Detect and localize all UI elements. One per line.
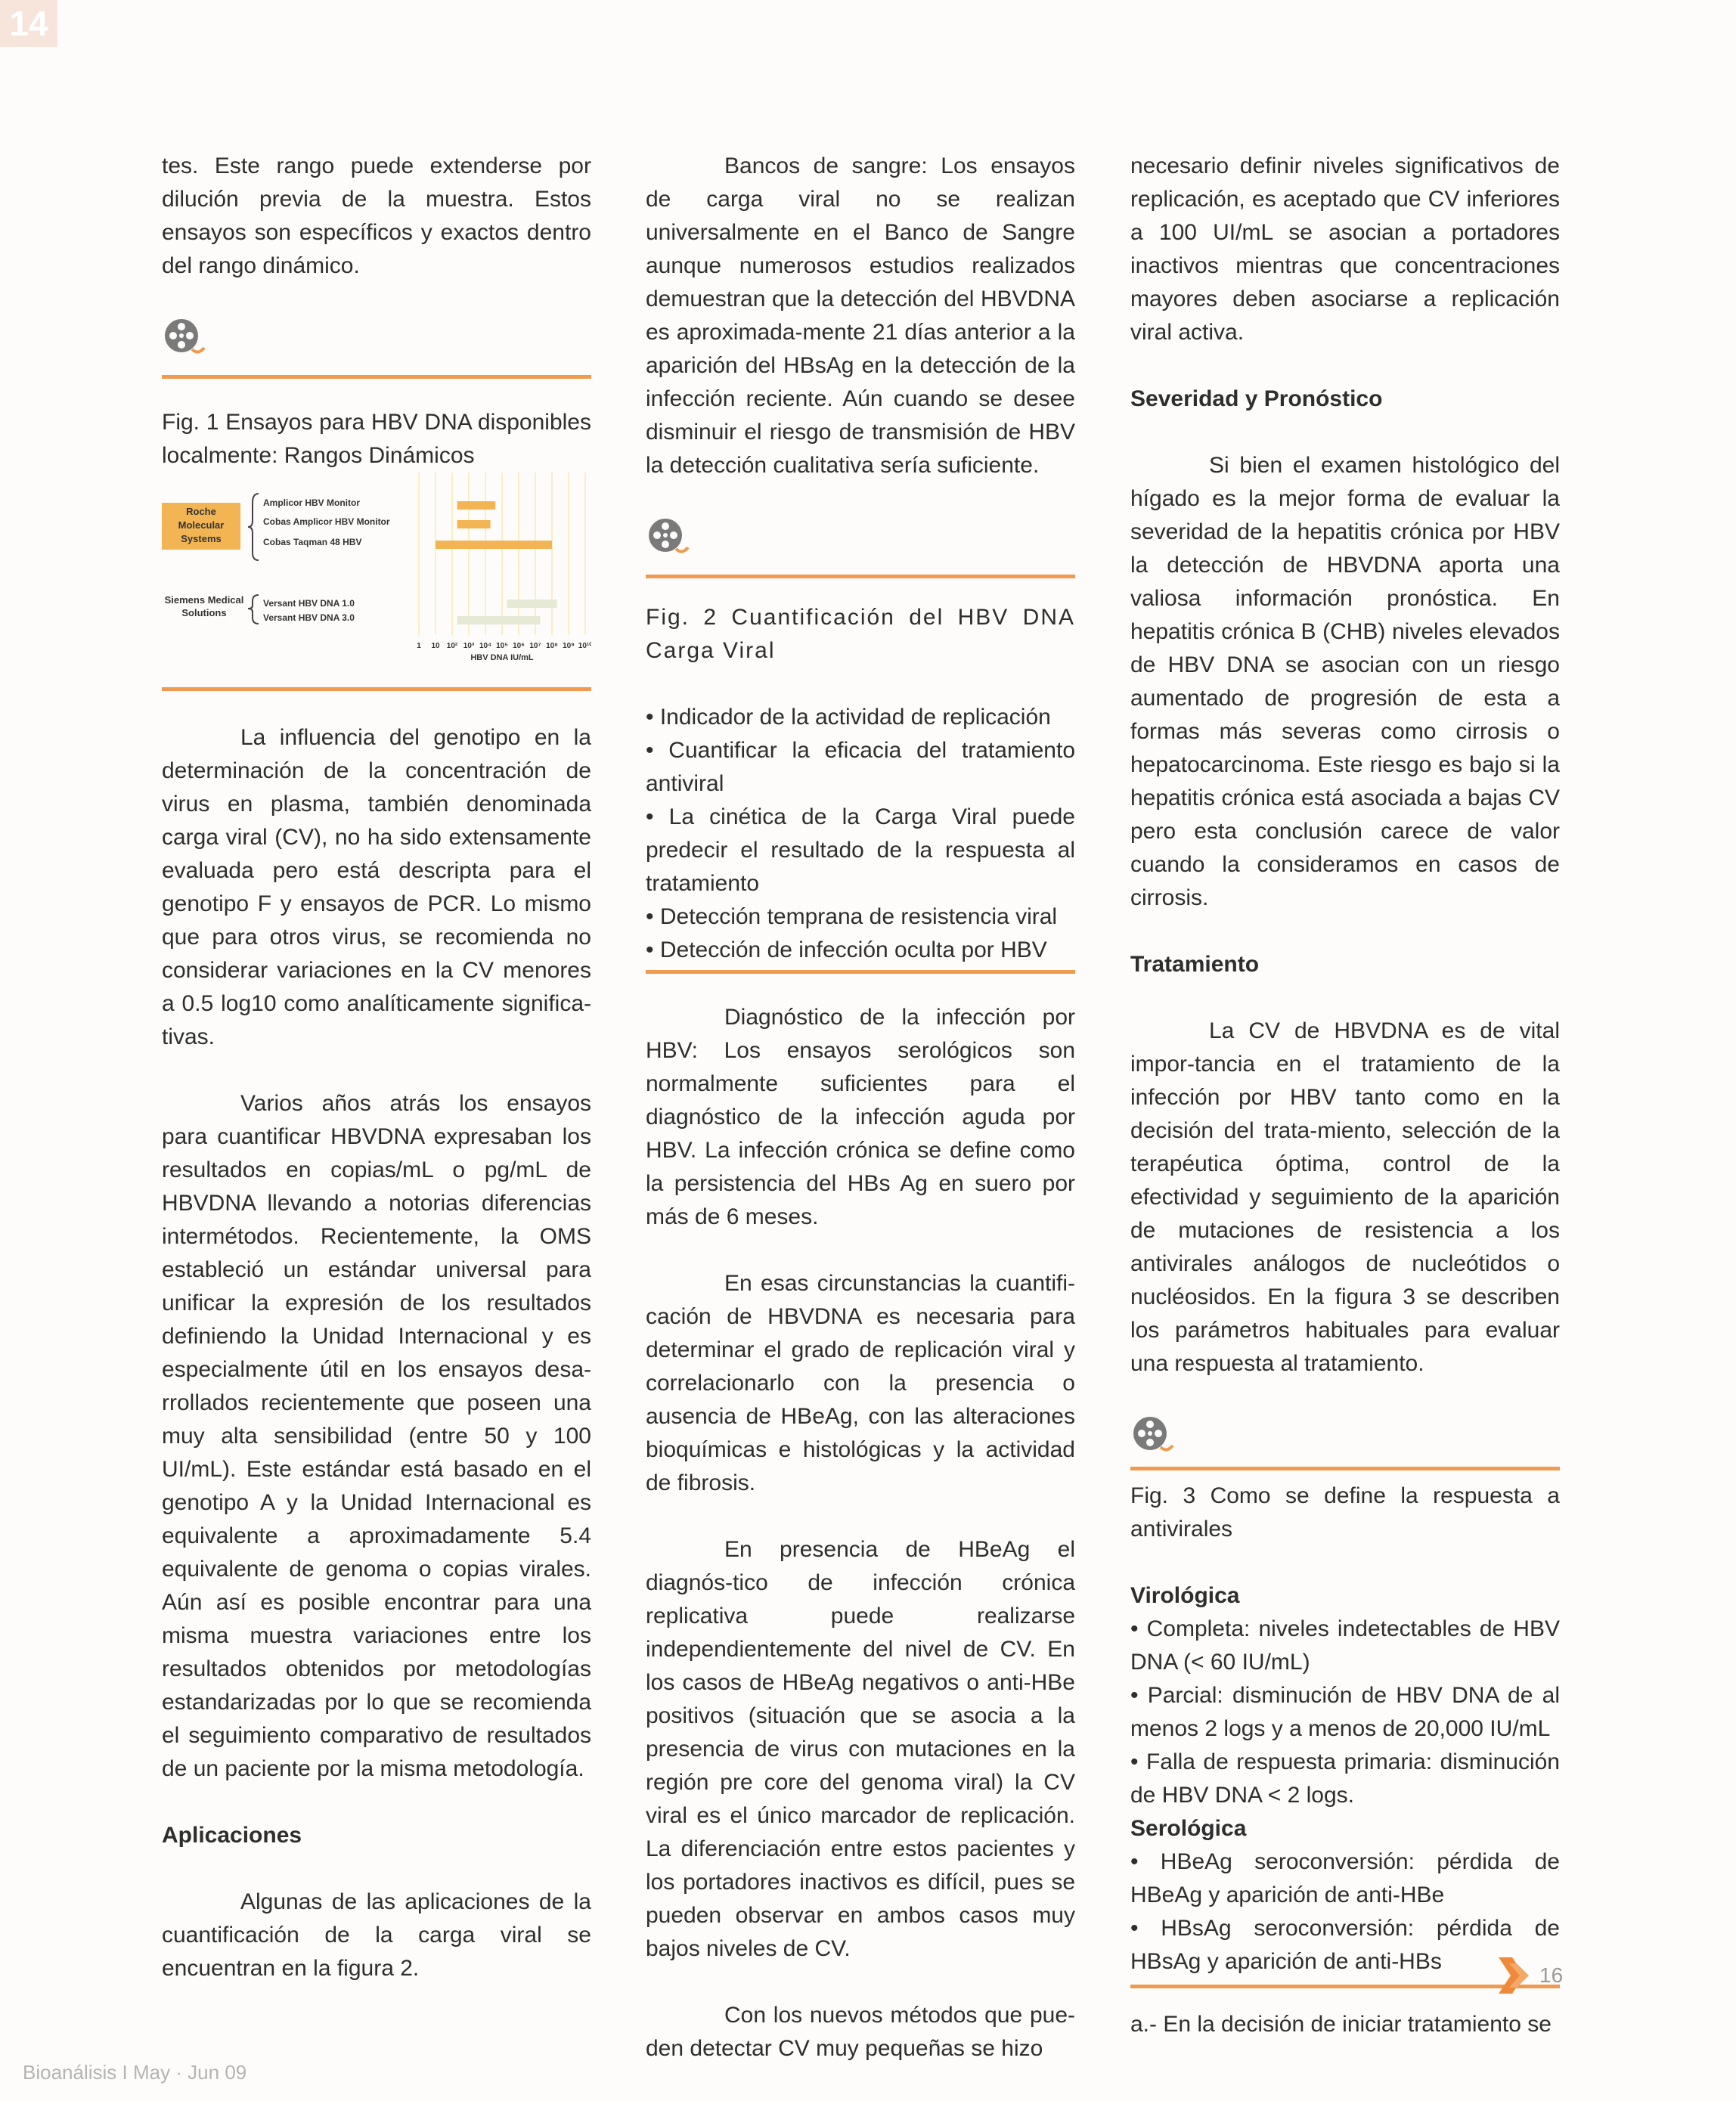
list-item: • Falla de respuesta primaria: disminución de HBV DNA < 2 logs. bbox=[1130, 1749, 1560, 1808]
section-heading: Aplicaciones bbox=[162, 1823, 302, 1848]
list-item: • La cinética de la Carga Viral puede predecir el resultado de la respuesta al tratamiento bbox=[646, 804, 1075, 896]
chevron-right-icon bbox=[1499, 1957, 1533, 1994]
list-item: • Detección de infección oculta por HBV bbox=[646, 937, 1047, 962]
footer: Bioanálisis I May · Jun 09 bbox=[23, 2061, 247, 2084]
x-tick-label: 10⁴ bbox=[479, 642, 492, 650]
paragraph: Varios años atrás los ensayos para cuantificar HBVDNA expresaban los resultados en copias/mL o pg/mL de HBVDNA llevando a notorias diferencias intermétodos. Recientemente, la OMS estableció un estándar universal para unificar la expresión de los resultados definiendo la Unidad Internacional y es especialmente útil en los ensayos desa-rrollados recientemente que poseen una muy alta sensibilidad (entre 50 y 100 UI/mL). Este estándar está basado en el genotipo A y la Unidad Internacional es equivalente a aproximadamente 5.4 equivalente de genoma o copias virales. Aún así es posible encontrar para una misma muestra variaciones entre los resultados obtenidos por metodologías estandarizadas por lo que se recomienda el seguimiento comparativo de resultados de un paciente por la misma metodología. bbox=[162, 1091, 591, 1781]
paragraph: En esas circunstancias la cuantifi-cación de HBVDNA es necesaria para determinar el grado de replicación viral y correlacionarlo con la presencia o ausencia de HBeAg, con las alteraciones bioquímicas e histológicas y la actividad de fibrosis. bbox=[646, 1271, 1075, 1495]
paragraph: tes. Este rango puede extenderse por dilución previa de la muestra. Estos ensayos son específicos y exactos dentro del rango dinámico. bbox=[162, 153, 591, 278]
column-2 bbox=[646, 150, 1075, 2065]
paragraph: Con los nuevos métodos que pue-den detectar CV muy pequeñas se hizo bbox=[646, 2003, 1075, 2061]
column-3 bbox=[1130, 150, 1560, 2041]
assay-label: Versant HBV DNA 1.0 bbox=[263, 598, 355, 609]
paragraph: Bancos de sangre: Los ensayos de carga viral no se realizan universalmente en el Banco de Sangre aunque numerosos estudios realizados demuestran que la detección del HBVDNA es aproximada-mente 21 días anterior a la aparición del HBsAg en la detección de la infección reciente. Aún cuando se desee disminuir el riesgo de transmisión de HBV la detección cualitativa sería suficiente. bbox=[646, 153, 1075, 478]
dynamic-range-chart bbox=[162, 473, 591, 669]
x-tick-label: 10 bbox=[431, 642, 440, 650]
section-heading: Serológica bbox=[1130, 1816, 1247, 1841]
x-tick-label: 1 bbox=[417, 642, 421, 650]
list-item: • Parcial: disminución de HBV DNA de al menos 2 logs y a menos de 20,000 IU/mL bbox=[1130, 1683, 1560, 1741]
brace bbox=[248, 595, 259, 624]
film-reel-icon bbox=[1130, 1414, 1179, 1456]
x-tick-label: 10⁸ bbox=[546, 642, 558, 650]
x-tick-label: 10⁵ bbox=[496, 642, 508, 650]
assay-label: Versant HBV DNA 3.0 bbox=[263, 612, 355, 623]
paragraph: La CV de HBVDNA es de vital impor-tancia en el tratamiento de la infección por HBV tanto como en la decisión del trata-miento, selección de la terapéutica óptima, control de la efectividad y seguimiento de la aparición de mutaciones de resistencia a los antivirales análogos de nucleótidos o nucléosidos. En la figura 3 se describen los parámetros habituales para evaluar una respuesta al tratamiento. bbox=[1130, 1018, 1560, 1376]
list-item: • Cuantificar la eficacia del tratamiento antiviral bbox=[646, 738, 1075, 796]
page-number-text: 16 bbox=[1539, 1963, 1564, 1987]
paragraph: Si bien el examen histológico del hígado es la mejor forma de evaluar la severidad de la hepatitis crónica por HBV la detección de HBVDNA aporta una valiosa información pronóstica. En hepatitis crónica B (CHB) niveles elevados de HBV DNA se asocian con un riesgo aumentado de progresión de esta a formas más severas como cirrosis o hepatocarcinoma. Este riesgo es bajo si la hepatitis crónica está asociada a bajas CV pero esta conclusión carece de valor cuando la consideramos en casos de cirrosis. bbox=[1130, 453, 1560, 910]
group-label: Roche bbox=[186, 506, 216, 517]
film-reel-icon bbox=[162, 316, 210, 358]
x-tick-label: 10¹⁰ bbox=[578, 642, 591, 650]
x-tick-label: 10⁶ bbox=[513, 642, 525, 650]
list-item: • HBsAg seroconversión: pérdida de HBsAg y aparición de anti-HBs bbox=[1130, 1916, 1560, 1974]
range-bar bbox=[457, 520, 491, 528]
list-item: • Completa: niveles indetectables de HBV DNA (< 60 IU/mL) bbox=[1130, 1616, 1560, 1675]
assay-label: Amplicor HBV Monitor bbox=[263, 497, 360, 508]
section-heading: Virológica bbox=[1130, 1583, 1240, 1608]
paragraph: Diagnóstico de la infección por HBV: Los ensayos serológicos son normalmente suficientes para el diagnóstico de la infección aguda por HBV. La infección crónica se define como la persistencia del HBs Ag en suero por más de 6 meses. bbox=[646, 1005, 1075, 1229]
section-heading: Tratamiento bbox=[1130, 952, 1260, 977]
x-tick-label: 10⁹ bbox=[563, 642, 575, 650]
figure-caption: Fig. 1 Ensayos para HBV DNA disponibles localmente: Rangos Dinámicos bbox=[162, 410, 591, 468]
x-tick-label: 10⁷ bbox=[529, 642, 541, 650]
paragraph: necesario definir niveles significativos de replicación, es aceptado que CV inferiores a 100 UI/mL se asocian a portadores inactivos mientras que concentraciones mayores deben asociarse a replicación viral activa. bbox=[1130, 153, 1560, 345]
x-axis-label: HBV DNA IU/mL bbox=[470, 653, 534, 662]
range-bar bbox=[457, 616, 541, 624]
paragraph: a.- En la decisión de iniciar tratamiento se bbox=[1130, 2012, 1552, 2037]
range-bar bbox=[507, 600, 557, 608]
film-reel-icon bbox=[646, 516, 694, 558]
list-item: • Indicador de la actividad de replicación bbox=[646, 705, 1051, 730]
paragraph: En presencia de HBeAg el diagnós-tico de infección crónica replicativa puede realizarse independientemente del nivel de CV. En los casos de HBeAg negativos o anti-HBe positivos (situación que se asocia a la presencia de virus con mutaciones en la región pre core del genoma viral) la CV viral es el único marcador de replicación. La diferenciación entre estos pacientes y los portadores inactivos es difícil, pues se pueden observar en ambos casos muy bajos niveles de CV. bbox=[646, 1537, 1075, 1961]
group-label: Siemens Medical bbox=[164, 594, 244, 606]
list-item: • HBeAg seroconversión: pérdida de HBeAg y aparición de anti-HBe bbox=[1130, 1849, 1560, 1907]
assay-label: Cobas Amplicor HBV Monitor bbox=[263, 516, 390, 527]
brace bbox=[248, 494, 259, 560]
figure-caption: Fig. 3 Como se define la respuesta a antivirales bbox=[1130, 1483, 1560, 1542]
range-bar bbox=[436, 541, 552, 549]
section-heading: Severidad y Pronóstico bbox=[1130, 386, 1383, 411]
group-label: Solutions bbox=[181, 607, 227, 618]
assay-label: Cobas Taqman 48 HBV bbox=[263, 537, 362, 547]
figure-caption: Fig. 2 Cuantificación del HBV DNA Carga Viral bbox=[646, 605, 1075, 663]
fig1-chart bbox=[162, 473, 591, 669]
column-1 bbox=[162, 150, 591, 1985]
x-tick-label: 10³ bbox=[463, 642, 475, 650]
page-number-badge: 14 bbox=[0, 0, 57, 47]
page-number bbox=[1499, 1957, 1563, 1994]
group-label: Systems bbox=[181, 533, 222, 544]
x-tick-label: 10² bbox=[446, 642, 458, 650]
group-label: Molecular bbox=[178, 519, 225, 531]
paragraph: Algunas de las aplicaciones de la cuantificación de la carga viral se encuentran en la figura 2. bbox=[162, 1889, 591, 1981]
paragraph: La influencia del genotipo en la determinación de la concentración de virus en plasma, también denominada carga viral (CV), no ha sido extensamente evaluada pero está descripta para el genotipo F y ensayos de PCR. Lo mismo que para otros virus, se recomienda no considerar variaciones en la CV menores a 0.5 log10 como analíticamente significa-tivas. bbox=[162, 725, 591, 1049]
list-item: • Detección temprana de resistencia viral bbox=[646, 904, 1058, 929]
range-bar bbox=[457, 501, 496, 510]
